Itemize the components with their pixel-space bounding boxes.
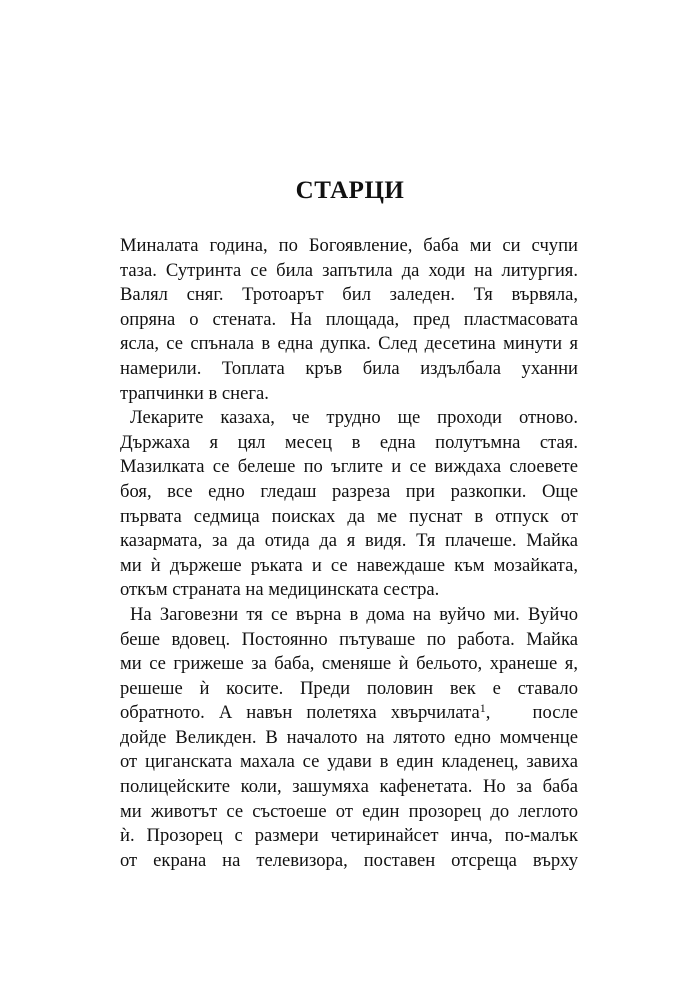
text-line: откъм страната на медицинската сестра.	[120, 579, 440, 601]
text-line: намерили. Топлата кръв била издълбала уханни	[120, 357, 578, 379]
chapter-body	[120, 234, 578, 873]
footnote-marker[interactable]: 1	[479, 701, 486, 716]
text-line: опряна о стената. На площада, пред пластмасовата	[120, 308, 578, 330]
text-line: Държаха я цял месец в една полутъмна стая.	[120, 431, 578, 453]
paragraph-1	[120, 234, 578, 406]
text-line: таза. Сутринта се била запътила да ходи на литургия.	[120, 259, 578, 281]
text-line: полицейските коли, зашумяха кафенетата. Но за баба	[120, 776, 578, 798]
text-line: ми животът се състоеше от един прозорец до леглото	[120, 800, 578, 822]
text-line: ми ѝ държеше ръката и се навеждаше към мозайката,	[120, 554, 578, 576]
text-line: боя, все едно гледаш разреза при разкопки. Още	[120, 480, 578, 502]
text-line: казармата, за да отида да я видя. Тя плачеше. Майка	[120, 530, 578, 552]
text-line: ясла, се спънала в една дупка. След десетина минути я	[120, 333, 578, 355]
text-line: от екрана на телевизора, поставен отсреща върху	[120, 849, 578, 871]
text-line: беше вдовец. Постоянно пътуваше по работа. Майка	[120, 628, 578, 650]
text-line: дойде Великден. В началото на лятото едно момченце	[120, 726, 578, 748]
paragraph-2	[120, 406, 578, 603]
text-line: ми се грижеше за баба, сменяше ѝ бельото, хранеше я,	[120, 653, 578, 675]
paragraph-3	[120, 603, 578, 874]
text-line: Валял сняг. Тротоарът бил заледен. Тя вървяла,	[120, 284, 578, 306]
text-line: ѝ. Прозорец с размери четиринайсет инча, по-малък	[120, 825, 578, 847]
text-line: Миналата година, по Богоявление, баба ми си счупи	[120, 235, 578, 256]
text-line: трапчинки в снега.	[120, 382, 269, 404]
text-line-with-footnote: обратното. А навън полетяха хвърчилата$^1$, после	[120, 701, 578, 724]
text-line: първата седмица поисках да ме пуснат в отпуск от	[120, 505, 578, 527]
text-line: Лекарите казаха, че трудно ще проходи отново.	[130, 407, 578, 429]
text-segment: обратното. А навън полетяха хвърчилата	[120, 702, 480, 724]
text-line: решеше ѝ косите. Преди половин век е ставало	[120, 677, 578, 699]
chapter-title: СТАРЦИ	[295, 177, 405, 204]
text-line: Мазилката се белеше по ъглите и се виждаха слоевете	[120, 456, 578, 478]
text-line: На Заговезни тя се върна в дома на вуйчо ми. Вуйчо	[130, 603, 578, 625]
text-line: от циганската махала се удави в един кладенец, завиха	[120, 751, 578, 773]
